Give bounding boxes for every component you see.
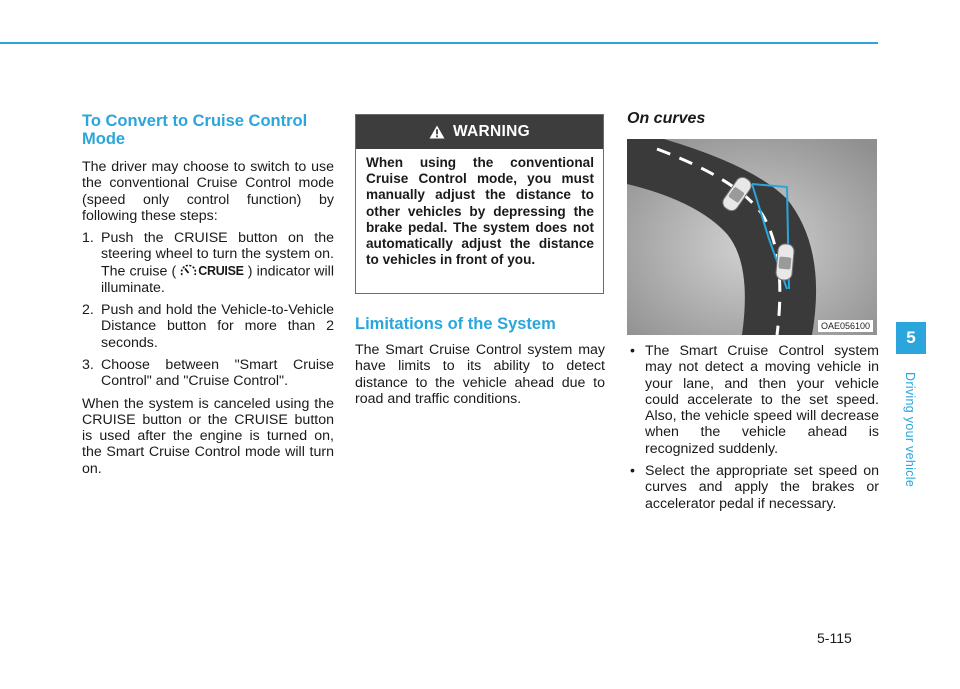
chapter-title: Driving your vehicle [903,372,917,488]
curves-bullets [627,343,879,512]
right-column [627,0,879,128]
cruise-gauge-icon [180,263,197,278]
curves-bullets-wrap [627,343,879,518]
step-2: 2. Push and hold the Vehicle-to-Vehicle Distance button for more than 2 seconds. [82,302,334,351]
convert-heading: To Convert to Cruise Control Mode [82,112,308,148]
curves-bullet-1: • The Smart Cruise Control system may not detect a moving vehicle in your lane, and then your vehicle could accelerate to the set speed. Also, the vehicle speed will decrease when the vehicle ahead is recognized suddenly. [627,343,879,457]
curves-heading: On curves [627,110,706,127]
warning-text: When using the conventional Cruise Control mode, you must manually adjust the distance to other vehicles by depressing the brake pedal. The system does not automatically adjust the distance to vehicles in front of you. [366,155,594,268]
convert-intro: The driver may choose to switch to use the conventional Cruise Control mode (speed only control function) by following these steps: [82,159,334,224]
curved-road-illustration [627,139,877,335]
convert-closing: When the system is canceled using the CRUISE button or the CRUISE button is used after the engine is turned on, the Smart Cruise Control mode will turn on. [82,395,334,477]
page-number: 5-115 [817,630,852,646]
warning-title: WARNING [452,123,530,140]
step-1: 1. Push the CRUISE button on the steering wheel to turn the system on. The cruise ( CRUISE ) indicator will illuminate. [82,230,334,296]
limitations-text: The Smart Cruise Control system may have limits to its ability to detect distance to the vehicle ahead due to road and traffic conditions. [355,342,605,407]
figure-code: OAE056100 [818,320,873,332]
convert-steps [82,230,334,389]
limitations-heading: Limitations of the System [355,315,556,333]
chapter-tab: 5 [896,322,926,354]
left-column [82,0,334,477]
middle-column [355,0,605,407]
cruise-indicator: CRUISE [180,263,243,279]
step-3: 3. Choose between "Smart Cruise Control" and "Cruise Control". [82,356,334,390]
curve-illustration [627,139,877,335]
curves-bullet-2: • Select the appropriate set speed on curves and apply the brakes or accelerator pedal if necessary. [627,463,879,512]
